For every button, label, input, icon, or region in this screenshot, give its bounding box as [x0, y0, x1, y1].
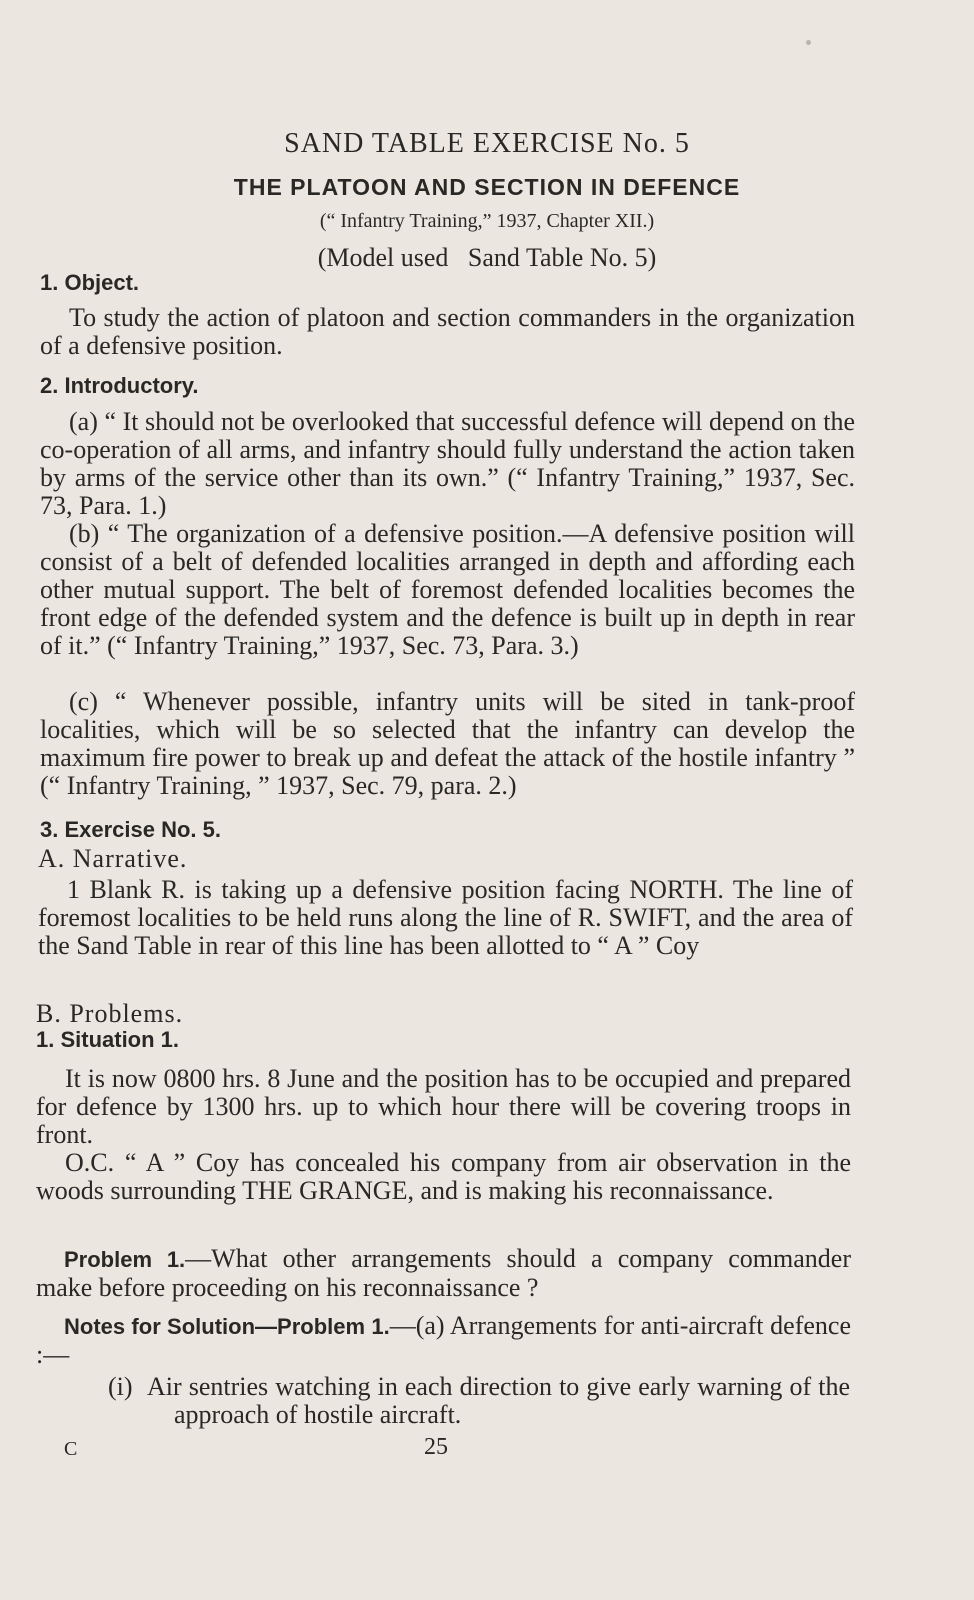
problems-label: B. Problems. [36, 999, 184, 1028]
introductory-para-c: (c) “ Whenever possible, infantry units will be sited in tank-proof localities, which will be so selected that the infantry can develop the maximum fire power to break up and defeat the attack of the hostile infantry ” (“ Infantry Training, ” 1937, Sec. 79, para. 2.) [40, 687, 855, 800]
paper-speck [806, 40, 811, 45]
item-i-number: (i) [108, 1372, 133, 1401]
model-used-note: (Model used Sand Table No. 5) [317, 243, 657, 272]
item-i-text: Air sentries watching in each direction to give early warning of the approach of hostile aircraft. [147, 1372, 850, 1429]
notes-for-solution [36, 1312, 851, 1369]
exercise-subtitle: THE PLATOON AND SECTION IN DEFENCE [233, 174, 741, 200]
situation-para-2: O.C. “ A ” Coy has concealed his company from air observation in the woods surrounding THE GRANGE, and is making his reconnaissance. [36, 1148, 851, 1205]
situation-heading: 1. Situation 1. [36, 1027, 180, 1052]
page-number: 25 [424, 1434, 448, 1460]
introductory-para-b: (b) “ The organization of a defensive position.—A defensive position will consist of a belt of defended localities arranged in depth and affording each other mutual support. The belt of foremost defended localities becomes the front edge of the defended system and the defence is built up in depth in rear of it.” (“ Infantry Training,” 1937, Sec. 73, Para. 3.) [40, 519, 855, 660]
introductory-para-a: (a) “ It should not be overlooked that successful defence will depend on the co-operation of all arms, and infantry should fully understand the action taken by arms of the service other than its own.” (“ Infantry Training,” 1937, Sec. 73, Para. 1.) [40, 407, 855, 520]
situation-para-1: It is now 0800 hrs. 8 June and the position has to be occupied and prepared for defence by 1300 hrs. up to which hour there will be covering troops in front. [36, 1064, 851, 1149]
source-reference: (“ Infantry Training,” 1937, Chapter XII.) [319, 210, 655, 232]
exercise-title: SAND TABLE EXERCISE No. 5 [284, 128, 690, 159]
object-text: To study the action of platoon and section commanders in the organization of a defensive position. [40, 303, 855, 360]
problem-1-label: Problem 1. [64, 1247, 186, 1272]
notes-label: Notes for Solution—Problem 1. [64, 1314, 390, 1339]
exercise-heading: 3. Exercise No. 5. [40, 817, 221, 842]
introductory-heading: 2. Introductory. [40, 373, 199, 398]
narrative-text: 1 Blank R. is taking up a defensive position facing NORTH. The line of foremost localities to be held runs along the line of R. SWIFT, and the area of the Sand Table in rear of this line has been allotted to “ A ” Coy [38, 875, 853, 960]
object-heading: 1. Object. [40, 270, 140, 295]
signature-mark: C [64, 1438, 78, 1460]
narrative-label: A. Narrative. [38, 844, 188, 873]
item-i [108, 1373, 853, 1433]
problem-1-text: —What other arrangements should a company commander make before proceeding on his reconnaissance ? [36, 1244, 851, 1302]
notes-text: —(a) Arrangements for anti-aircraft defence :— [36, 1311, 851, 1369]
problem-1 [36, 1245, 851, 1302]
